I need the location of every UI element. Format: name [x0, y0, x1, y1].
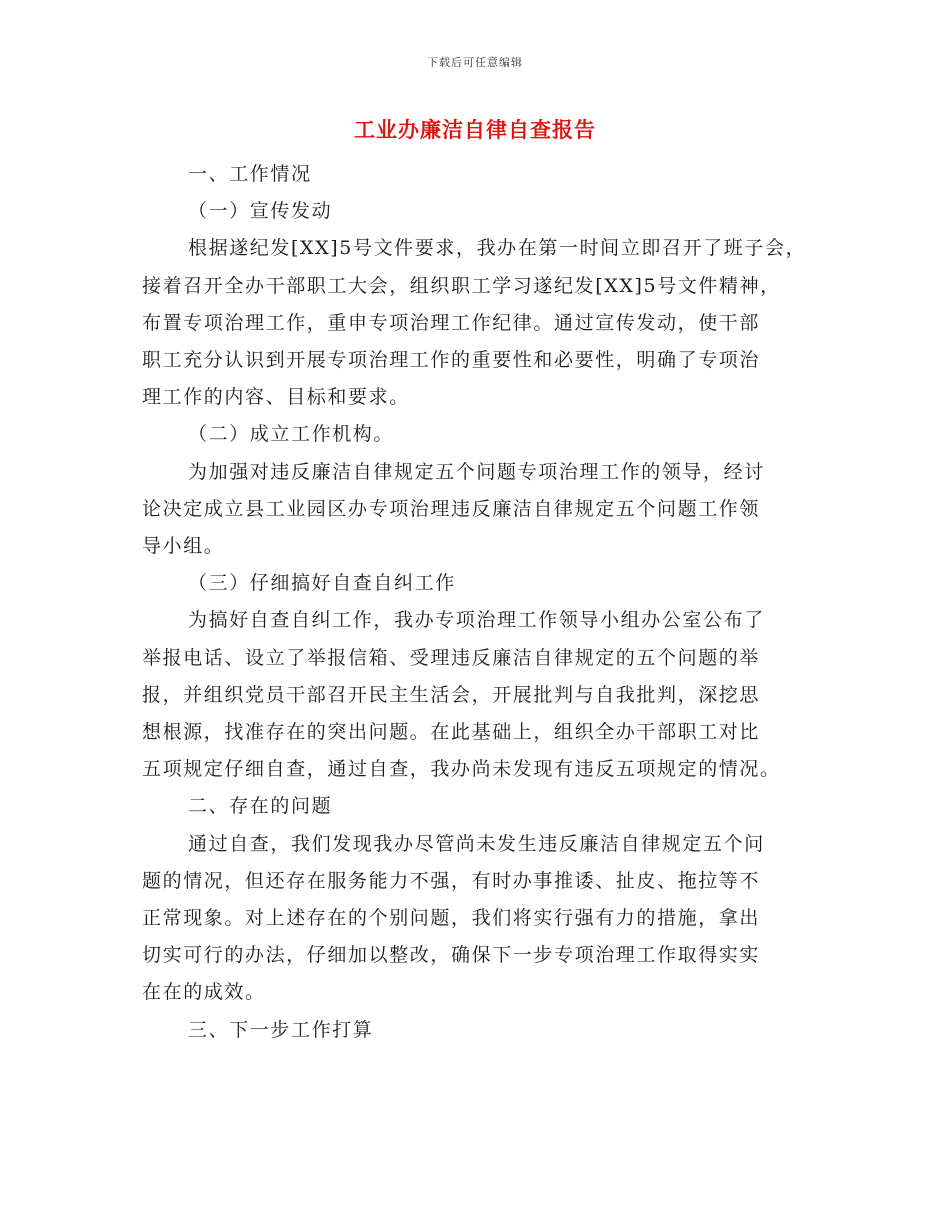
text-line: 为加强对违反廉洁自律规定五个问题专项治理工作的领导，经讨 — [188, 460, 765, 483]
text-line: 五项规定仔细自查，通过自查，我办尚未发现有违反五项规定的情况。 — [142, 758, 781, 781]
text-line: 一、工作情况 — [188, 163, 312, 185]
text-line: 三、下一步工作打算 — [188, 1018, 374, 1041]
text-line: 正常现象。对上述存在的个别问题，我们将实行强有力的措施，拿出 — [142, 907, 761, 930]
text-line: 通过自查，我们发现我办尽管尚未发生违反廉洁自律规定五个问 — [188, 832, 765, 855]
text-line: （二）成立工作机构。 — [188, 423, 395, 446]
text-line: （一）宣传发动 — [188, 200, 333, 223]
text-line: 布置专项治理工作，重申专项治理工作纪律。通过宣传发动，使干部 — [142, 311, 761, 334]
document-title: 工业办廉洁自律自查报告 — [354, 117, 596, 142]
text-line: 导小组。 — [142, 535, 225, 558]
section-heading-2 — [142, 788, 812, 825]
section-heading-1 — [142, 156, 812, 193]
text-line: 论决定成立县工业园区办专项治理违反廉洁自律规定五个问题工作领 — [142, 497, 761, 520]
text-line: 题的情况，但还存在服务能力不强，有时办事推诿、扯皮、拖拉等不 — [142, 869, 761, 892]
paragraph-self-inspection — [142, 602, 812, 788]
subsection-heading-2 — [142, 416, 812, 453]
text-line: 想根源，找准存在的突出问题。在此基础上，组织全办干部职工对比 — [142, 721, 761, 744]
text-line: 切实可行的办法，仔细加以整改，确保下一步专项治理工作取得实实 — [142, 944, 761, 967]
document-body — [142, 156, 812, 1049]
paragraph-problems — [142, 826, 812, 1012]
text-line: 理工作的内容、目标和要求。 — [142, 386, 410, 409]
section-heading-3 — [142, 1012, 812, 1049]
text-line: 为搞好自查自纠工作，我办专项治理工作领导小组办公室公布了 — [188, 609, 765, 632]
text-line: 报，并组织党员干部召开民主生活会，开展批判与自我批判，深挖思 — [142, 683, 761, 706]
subsection-heading-1 — [142, 193, 812, 230]
paragraph-organization — [142, 454, 812, 566]
text-line: 在在的成效。 — [142, 981, 266, 1004]
text-line: 二、存在的问题 — [188, 795, 333, 818]
text-line: 根据遂纪发[XX]5号文件要求，我办在第一时间立即召开了班子会， — [188, 237, 807, 260]
text-line: 职工充分认识到开展专项治理工作的重要性和必要性，明确了专项治 — [142, 349, 761, 372]
subsection-heading-3 — [142, 565, 812, 602]
paragraph-publicity — [142, 230, 812, 416]
text-line: （三）仔细搞好自查自纠工作 — [188, 572, 456, 595]
page-header-note: 下载后可任意编辑 — [427, 56, 523, 69]
text-line: 举报电话、设立了举报信箱、受理违反廉洁自律规定的五个问题的举 — [142, 646, 761, 669]
text-line: 接着召开全办干部职工大会，组织职工学习遂纪发[XX]5号文件精神， — [142, 274, 781, 297]
